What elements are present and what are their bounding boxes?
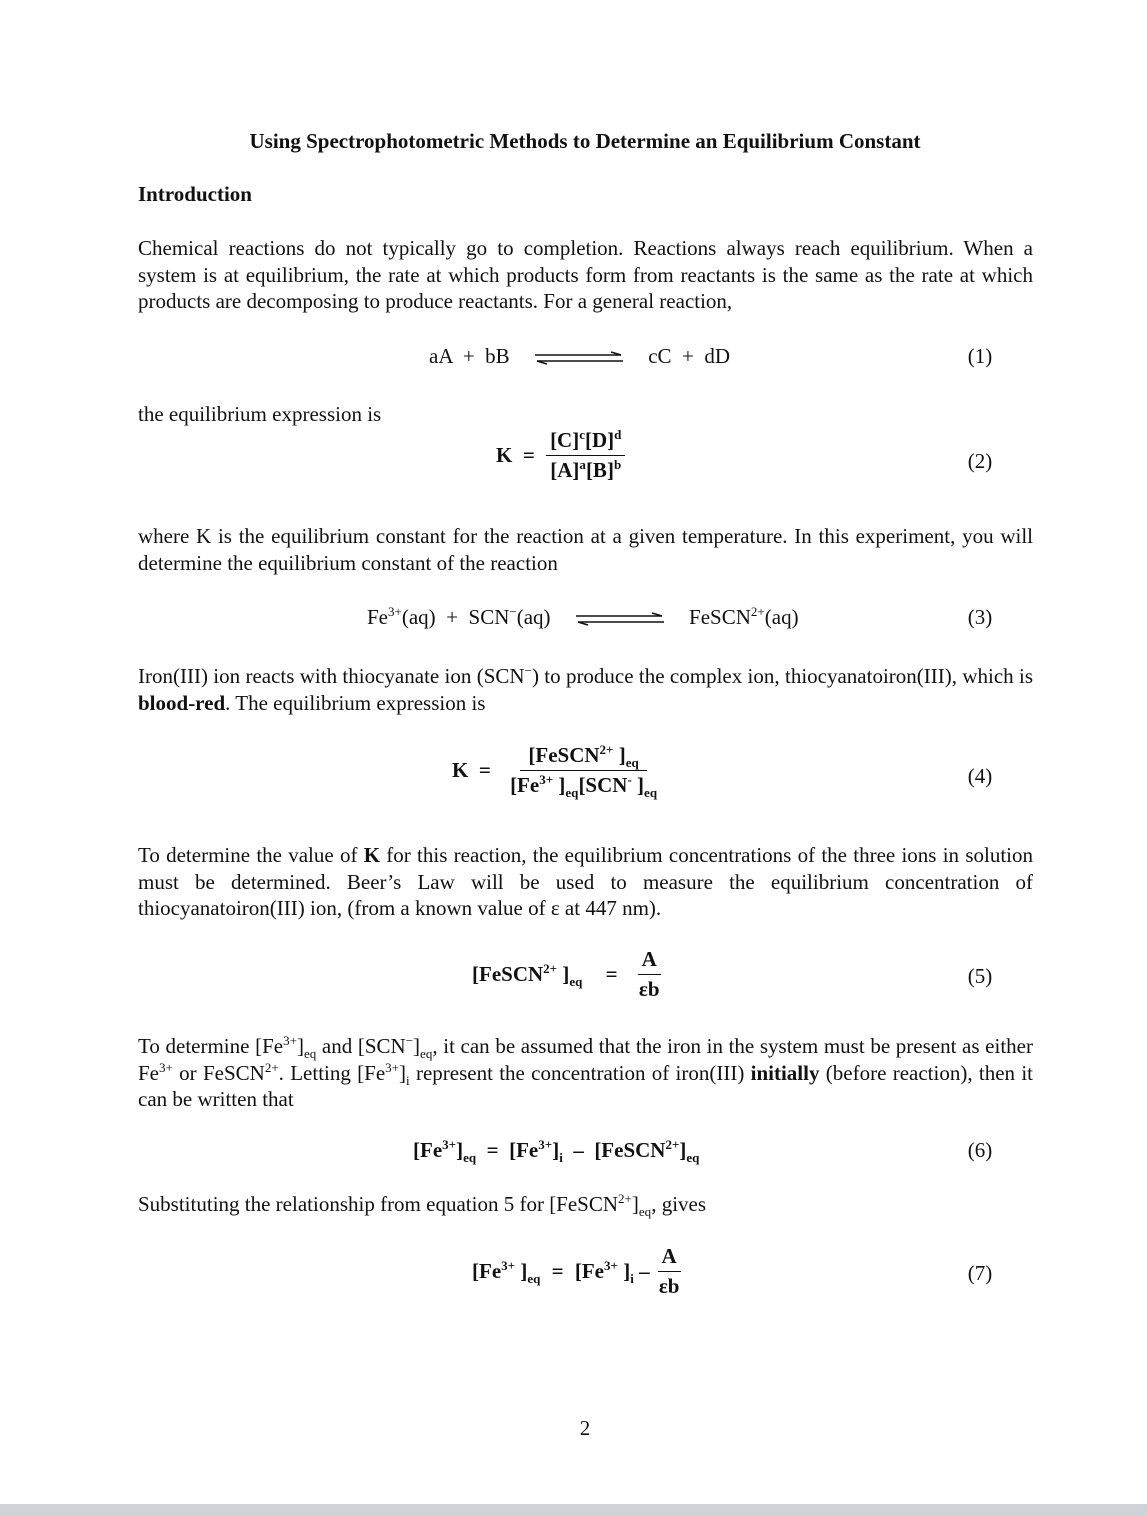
- equilibrium-arrow-icon: [533, 351, 625, 365]
- equilibrium-arrow-icon: [574, 612, 666, 626]
- eq7-numerator: A: [658, 1244, 681, 1272]
- equation-1: [429, 344, 730, 369]
- equation-number-3: (3): [967, 605, 993, 629]
- equation-5: [FeSCN$^{2+}$ ]$_{eq}$ = $\frac{A}{\varepsilon b}$: [472, 947, 664, 1002]
- eq1-reactants: aA + bB: [429, 344, 510, 368]
- paragraph-beers-law: To determine the value of K for this reaction, the equilibrium concentrations of the three ions in solution must be determined. Beer’s Law will be used to measure the equilibrium concentration of thiocyanatoiron(III) ion, (from a known value of ε at 447 nm).: [138, 843, 1033, 921]
- equation-7: [$Fe^{3+}$ ]$_{eq} = [Fe^{3+}$ ]$_i$ – $\frac{A}{\varepsilon b}$: [472, 1244, 683, 1299]
- equation-number-2: (2): [967, 449, 993, 473]
- equation-number-4: (4): [967, 764, 993, 788]
- viewer-bottom-bar: [0, 1504, 1147, 1516]
- equation-6: $[Fe^{3+}]_{eq} = [Fe^{3+}]_i$ – $[FeSCN^{2+}]_{eq}$: [413, 1137, 700, 1166]
- eq2-numerator: $[C]^c[D]^d$: [546, 428, 625, 456]
- eq2-denominator: $[A]^a[B]^b$: [550, 457, 622, 482]
- equation-number-1: (1): [967, 344, 993, 368]
- eq7-fraction: [655, 1244, 684, 1299]
- eq7-denominator: εb: [658, 1274, 680, 1298]
- eq5-numerator: A: [638, 947, 661, 975]
- eq4-denominator: [$Fe^{3+}$ ]$_{eq}[SCN^-$ ]$_{eq}$: [510, 772, 658, 801]
- equation-number-6: (6): [967, 1138, 993, 1162]
- eq2-fraction: [546, 428, 625, 483]
- equation-3: $Fe^{3+}(aq) + SCN^-(aq)$ FeSCN$^{2+}$(aq): [367, 604, 799, 629]
- paragraph-iron-thiocyanate: Iron(III) ion reacts with thiocyanate ion (SCN−) to produce the complex ion, thiocyanatoiron(III), which is blood-red. The equilibrium expression is: [138, 663, 1033, 715]
- document-title: Using Spectrophotometric Methods to Determine an Equilibrium Constant: [249, 129, 921, 153]
- paragraph-intro: Chemical reactions do not typically go to completion. Reactions always reach equilibrium. When a system is at equilibrium, the rate at which products form from reactants is the same as the rate at which products are decomposing to produce reactants. For a general reaction,: [138, 236, 1033, 314]
- eq5-fraction: [635, 947, 664, 1002]
- eq2-lhs: K =: [496, 443, 535, 467]
- eq1-products: cC + dD: [648, 344, 731, 368]
- paragraph-substituting: Substituting the relationship from equation 5 for $[FeSCN^{2+}]_{eq}$, gives: [138, 1191, 707, 1220]
- equation-2: [496, 428, 625, 483]
- equation-number-5: (5): [967, 964, 993, 988]
- eq4-fraction: [506, 742, 661, 801]
- section-heading-introduction: Introduction: [138, 182, 252, 206]
- paragraph-iron-initial: To determine $[Fe^{3+}]_{eq}$ and $[SCN^-]_{eq}$, it can be assumed that the iron in the system must be present as either $Fe^{3+}$ or FeSCN$^{2+}$. Letting $[Fe^{3+}]_i$ represent the concentration of iron(III) initially (before reaction), then it can be written that: [138, 1033, 1033, 1112]
- paragraph-k-definition: where K is the equilibrium constant for the reaction at a given temperature. In this experiment, you will determine the equilibrium constant of the reaction: [138, 524, 1033, 575]
- eq4-numerator: [FeSCN$^{2+}$ ]$_{eq}$: [520, 743, 646, 771]
- page-number: 2: [579, 1416, 591, 1440]
- paragraph-equilibrium-expression: the equilibrium expression is: [138, 402, 382, 426]
- eq5-denominator: εb: [638, 977, 660, 1001]
- equation-number-7: (7): [967, 1261, 993, 1285]
- equation-4: K = $\frac{[FeSCN^{2+} ]_{eq}}{[Fe^{3+} ]_{eq}[SCN^- ]_{eq}}$: [452, 743, 661, 798]
